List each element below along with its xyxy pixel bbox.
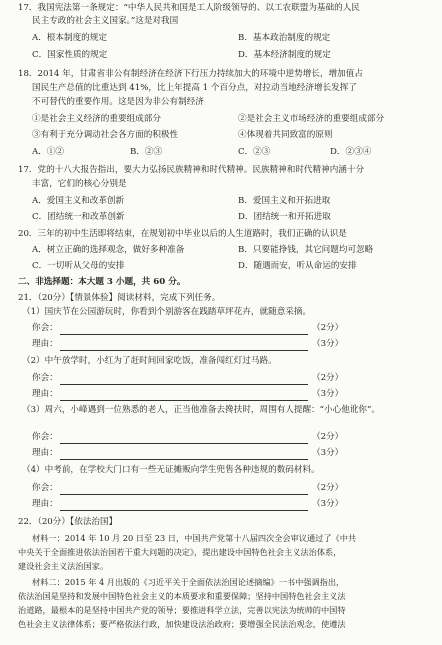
q22-material2-line4: 色社会主义法律体系；要严格依法行政，加快建设法治政府；要增强全民法治观念，使遵法 [18,619,346,629]
q18-item-4: ④体现着共同致富的原则 [238,130,333,140]
q18-item-1: ①是社会主义经济的重要组成部分 [32,114,161,124]
q21-title: 21．（20分）【情景体验】阅读材料，完成下列任务。 [18,293,221,303]
q22-material1-line1: 材料一：2014 年 10 月 20 日至 23 日，中国共产党第十八届四次全会审议通过了《中共 [32,533,357,543]
q19-stem-line2: 丰富，它们的核心分别是 [32,179,127,189]
q17-option-a: A．根本制度的规定 [32,33,107,43]
q18-option-a: A．①② [32,147,64,157]
q21-sub1-reason-label: 理由： [32,339,58,349]
q18-stem-line2: 国民生产总值的比重达到 41%，比上年提高 1 个百分点，对拉动当地经济增长发挥了 [32,83,357,93]
q21-sub2-method-label: 你会： [32,373,58,383]
q19-stem-line1: 17．党的十八大报告指出，要大力弘扬民族精神和时代精神。民族精神和时代精神内涵十分 [18,165,365,175]
q21-sub2-method-blank[interactable] [60,384,308,385]
q18-option-b: B．②③ [130,147,163,157]
q21-sub4-method-score: （2分） [312,483,344,493]
q18-stem-line1: 18．2014 年，甘肃省非公有制经济在经济下行压力持续加大的环境中逆势增长，增加值占 [18,69,363,79]
q21-sub2-reason-blank[interactable] [60,400,308,401]
q20-option-a: A．树立正确的选择观念，做好多种准备 [32,245,185,255]
q22-material1-line3: 建设社会主义法治国家。 [18,561,109,571]
q22-material1-line2: 中央关于全面推进依法治国若干重大问题的决定》，提出建设中国特色社会主义法治体系， [18,547,342,557]
q18-option-d: D．②③④ [330,147,372,157]
q21-sub2-method-score: （2分） [312,373,344,383]
q18-stem-line3: 不可替代的重要作用。这是因为非公有制经济 [32,97,204,107]
q21-sub3-text: （3）周六，小峰遇到一位熟悉的老人，正当他准备去搀扶时，周围有人提醒：“小心他讹你”。 [22,405,381,415]
q21-sub3-reason-blank[interactable] [60,459,308,460]
q22-material2-line1: 材料二：2015 年 4 月出版的《习近平关于全面依法治国论述摘编》一书中强调指出， [32,577,345,587]
q20-option-d: D．随遇而安，听从命运的安排 [238,261,357,271]
q21-sub3-method-score: （2分） [312,432,344,442]
q19-option-d: D．团结统一和开拓进取 [238,212,331,222]
q21-sub3-method-blank[interactable] [60,443,308,444]
q21-sub4-method-label: 你会： [32,483,58,493]
q21-sub3-reason-score: （3分） [312,448,344,458]
q21-sub4-method-blank[interactable] [60,494,308,495]
q21-sub2-reason-score: （3分） [312,389,344,399]
q22-title: 22．（20分）【依法治国】 [18,517,118,527]
q21-sub1-method-label: 你会： [32,323,58,333]
q21-sub1-method-blank[interactable] [60,334,308,335]
q21-sub2-reason-label: 理由： [32,389,58,399]
q21-sub1-method-score: （2分） [312,323,344,333]
q20-option-c: C．一切听从父母的安排 [32,261,125,271]
q21-sub4-text: （4）中考前，在学校大门口有一些无证摊贩向学生兜售各种违规的数码材料。 [22,465,320,475]
q21-sub1-reason-score: （3分） [312,339,344,349]
q17-stem-line2: 民主专政的社会主义国家。”这是对我国 [32,16,179,26]
q19-option-b: B．爱国主义和开拓进取 [238,196,331,206]
q22-material2-line2: 依法治国是坚持和发展中国特色社会主义的本质要求和重要保障；坚持中国特色社会主义法 [18,591,346,601]
q21-sub3-method-label: 你会： [32,432,58,442]
q21-sub4-reason-blank[interactable] [60,510,308,511]
q21-sub4-reason-score: （3分） [312,499,344,509]
q21-sub2-text: （2）中午放学时，小红为了赶时间回家吃饭，准备闯红灯过马路。 [22,356,277,366]
q17-option-d: D．基本经济制度的规定 [238,50,331,60]
q17-stem-line1: 17．我国宪法第一条规定：“中华人民共和国是工人阶级领导的、以工农联盟为基础的人民 [18,3,360,13]
q21-sub1-text: （1）国庆节在公园游玩时，你看到个别游客在践踏草坪花卉，就随意采摘。 [22,307,312,317]
q22-material2-line3: 治道路，最根本的是坚持中国共产党的领导；要推进科学立法，完善以宪法为统帅的中国特 [18,605,346,615]
q20-stem: 20．三年的初中生活即将结束，在规划初中毕业以后的人生道路时，我们正确的认识是 [18,229,347,239]
q19-option-c: C．团结统一和改革创新 [32,212,125,222]
q17-option-b: B．基本政治制度的规定 [238,33,331,43]
q18-item-3: ③有利于充分调动社会各方面的积极性 [32,130,179,140]
q18-item-2: ②是社会主义市场经济的重要组成部分 [238,114,385,124]
q18-option-c: C．②③ [238,147,271,157]
q21-sub3-reason-label: 理由： [32,448,58,458]
q21-sub4-reason-label: 理由： [32,499,58,509]
q17-option-c: C．国家性质的规定 [32,50,108,60]
q21-sub1-reason-blank[interactable] [60,350,308,351]
section2-title: 二、非选择题：本大题 3 小题，共 60 分。 [18,277,186,287]
q20-option-b: B．只要能挣钱，其它问题均可忽略 [238,245,374,255]
q19-option-a: A．爱国主义和改革创新 [32,196,125,206]
